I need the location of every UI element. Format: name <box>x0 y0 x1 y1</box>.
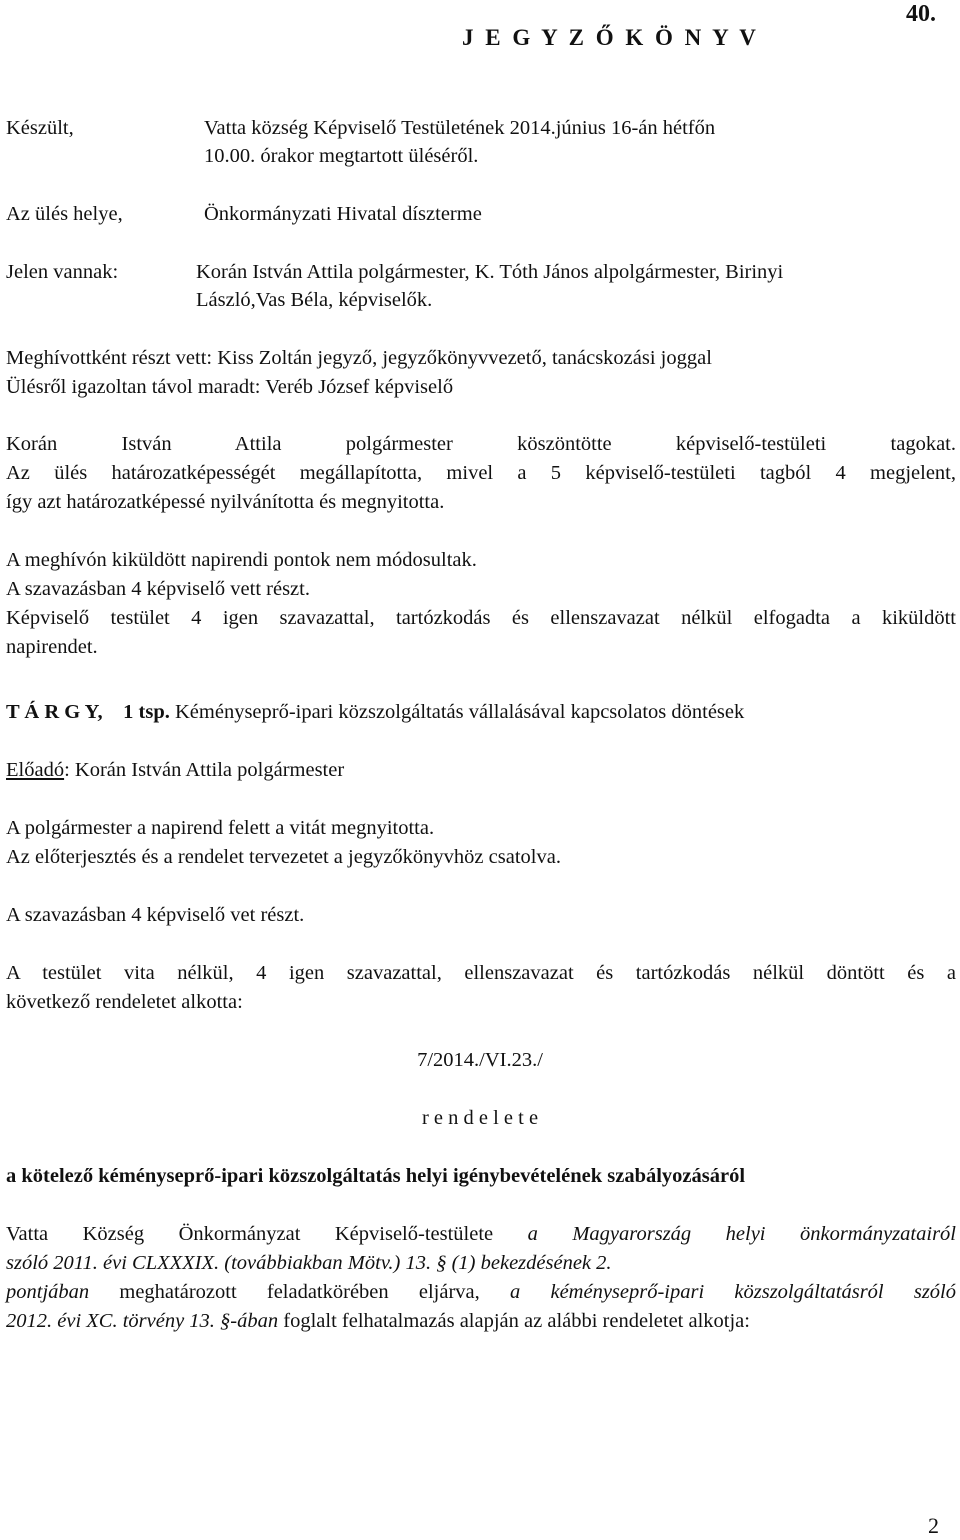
paragraph-6-line-1 <box>6 1220 956 1248</box>
targy-label: T Á R G Y, <box>6 701 103 723</box>
eloado-line <box>6 756 344 784</box>
p6-l3-italic-2: a kéményseprő-ipari közszolgáltatásról szóló <box>510 1281 956 1303</box>
keszult-label: Készült, <box>6 117 74 139</box>
jelen-value-line-2: László,Vas Béla, képviselők. <box>196 289 433 311</box>
eloado-text: : Korán István Attila polgármester <box>64 759 345 781</box>
rendelet-title <box>6 1162 745 1190</box>
paragraph-6-line-3 <box>6 1278 956 1306</box>
page-number-top: 40. <box>906 1 936 27</box>
paragraph-2-line-4: napirendet. <box>6 636 98 658</box>
paragraph-2-line-2: A szavazásban 4 képviselő vett részt. <box>6 578 310 600</box>
keszult-value-line-2: 10.00. órakor megtartott üléséről. <box>204 145 479 167</box>
tavol-line: Ülésről igazoltan távol maradt: Veréb József képviselő <box>6 376 454 398</box>
paragraph-4: A szavazásban 4 képviselő vet részt. <box>6 904 305 926</box>
p6-l3-normal: meghatározott feladatkörében eljárva, <box>89 1281 510 1303</box>
paragraph-6-line-4 <box>6 1307 750 1335</box>
paragraph-1-line-1: Korán István Attila polgármester köszöntötte képviselő-testületi tagokat. <box>6 433 956 455</box>
meghivott-line: Meghívottként részt vett: Kiss Zoltán jegyző, jegyzőkönyvvezető, tanácskozási joggal <box>6 347 712 369</box>
paragraph-2-line-1: A meghívón kiküldött napirendi pontok nem módosultak. <box>6 549 477 571</box>
paragraph-5-line-2: következő rendeletet alkotta: <box>6 991 243 1013</box>
jelen-value-line-1: Korán István Attila polgármester, K. Tóth János alpolgármester, Birinyi <box>196 261 784 283</box>
p6-l4-normal: foglalt felhatalmazás alapján az alábbi rendeletet alkotja: <box>278 1310 750 1332</box>
paragraph-1-line-2: Az ülés határozatképességét megállapította, mivel a 5 képviselő-testületi tagból 4 megjelent, <box>6 462 956 484</box>
rendelet-word: r e n d e l e t e <box>421 1107 539 1129</box>
page-number-bottom: 2 <box>928 1513 939 1538</box>
targy-tsp: 1 tsp. <box>123 701 170 723</box>
paragraph-3-line-1: A polgármester a napirend felett a vitát megnyitotta. <box>6 817 435 839</box>
p6-l2-italic: szóló 2011. évi CLXXXIX. (továbbiakban Mötv.) 13. § (1) bekezdésének 2. <box>6 1252 612 1274</box>
paragraph-2-line-3: Képviselő testület 4 igen szavazattal, tartózkodás és ellenszavazat nélkül elfogadta a kiküldött <box>6 607 956 629</box>
targy-text: Kéményseprő-ipari közszolgáltatás vállalásával kapcsolatos döntések <box>169 701 745 723</box>
p6-l1-normal: Vatta Község Önkormányzat Képviselő-testülete <box>6 1223 528 1245</box>
paragraph-5-line-1: A testület vita nélkül, 4 igen szavazattal, ellenszavazat és tartózkodás nélkül döntött és a <box>6 962 956 984</box>
rendelet-title-text: a kötelező kéményseprő-ipari közszolgáltatás helyi igénybevételének szabályozásáról <box>6 1165 746 1187</box>
rendelet-number: 7/2014./VI.23./ <box>417 1049 543 1071</box>
document-title: J E G Y Z Ő K Ö N Y V <box>462 25 759 50</box>
hely-value: Önkormányzati Hivatal díszterme <box>204 203 482 225</box>
agenda-item <box>6 698 744 726</box>
eloado-label: Előadó <box>6 759 65 781</box>
p6-l1-italic: a Magyarország helyi önkormányzatairól <box>527 1223 956 1245</box>
paragraph-3-line-2: Az előterjesztés és a rendelet tervezetet a jegyzőkönyvhöz csatolva. <box>6 846 561 868</box>
p6-l4-italic: 2012. évi XC. törvény 13. §-ában <box>6 1310 279 1332</box>
paragraph-6-line-2 <box>6 1249 612 1277</box>
jelen-label: Jelen vannak: <box>6 261 119 283</box>
keszult-value-line-1: Vatta község Képviselő Testületének 2014.június 16-án hétfőn <box>204 117 716 139</box>
paragraph-1-line-3: így azt határozatképessé nyilvánította és megnyitotta. <box>6 491 445 513</box>
hely-label: Az ülés helye, <box>6 203 123 225</box>
p6-l3-italic: pontjában <box>6 1281 90 1303</box>
